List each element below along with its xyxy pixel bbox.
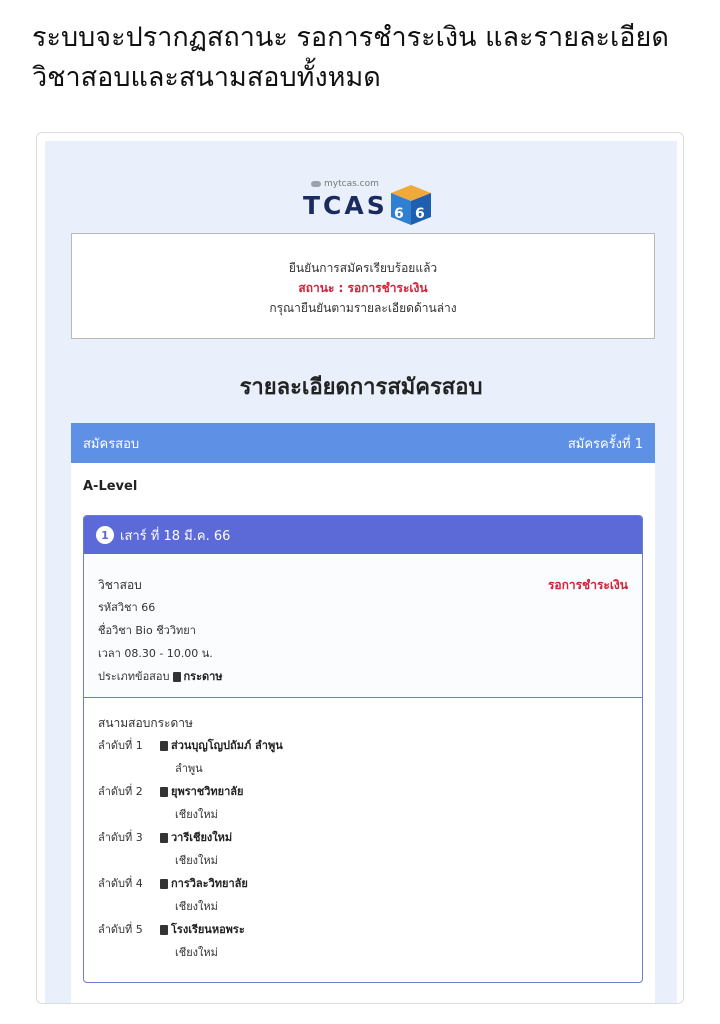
caption-text: ระบบจะปรากฏสถานะ รอการชำระเงิน และรายละเอียดวิชาสอบและสนามสอบทั้งหมด (32, 22, 669, 93)
subject-section (84, 554, 642, 698)
exam-date: เสาร์ ที่ 18 มี.ค. 66 (120, 528, 231, 544)
venue-school: ยุพราชวิทยาลัย (171, 785, 244, 798)
venue-rank: ลำดับที่ 3 (98, 831, 143, 844)
tcas-logo (303, 179, 435, 229)
application-panel (71, 423, 655, 1004)
exam-type-label: ประเภทข้อสอบ (98, 670, 170, 683)
venue-rank: ลำดับที่ 1 (98, 739, 143, 752)
exam-card (83, 515, 643, 983)
subject-heading: วิชาสอบ (98, 578, 142, 592)
venue-province: เชียงใหม่ (175, 854, 218, 867)
bookmark-icon (173, 672, 181, 682)
bookmark-icon (160, 787, 168, 797)
venue-item (98, 872, 642, 895)
page-title: รายละเอียดการสมัครสอบ (239, 375, 483, 400)
bookmark-icon (160, 833, 168, 843)
attempt-count: สมัครครั้งที่ 1 (567, 436, 643, 452)
venue-province: เชียงใหม่ (175, 900, 218, 913)
application-page (45, 141, 677, 1004)
bookmark-icon (160, 925, 168, 935)
cube-66-icon (389, 185, 433, 225)
venue-school: ส่วนบุญโญปถัมภ์ ลำพูน (171, 739, 283, 752)
logo-badge-second: 6 (415, 206, 425, 222)
confirmation-text: ยืนยันการสมัครเรียบร้อยแล้ว (288, 261, 438, 275)
venue-school: วารีเชียงใหม่ (171, 831, 233, 844)
bookmark-icon (160, 741, 168, 751)
logo-badge-first: 6 (394, 206, 404, 222)
exam-time: เวลา 08.30 - 10.00 น. (98, 647, 213, 660)
logo-wordmark: TCAS (303, 191, 388, 220)
exam-type-value: กระดาษ (183, 670, 223, 683)
venue-rank: ลำดับที่ 2 (98, 785, 143, 798)
panel-header (71, 423, 655, 463)
venue-item (98, 734, 642, 757)
panel-header-label: สมัครสอบ (83, 436, 140, 452)
venue-rank: ลำดับที่ 4 (98, 877, 143, 890)
venue-item (98, 918, 642, 941)
venue-school: โรงเรียนหอพระ (171, 923, 245, 936)
bookmark-icon (160, 879, 168, 889)
cloud-icon (311, 181, 321, 187)
venue-heading: สนามสอบกระดาษ (98, 716, 193, 730)
exam-card-header[interactable] (84, 516, 642, 554)
venue-province: ลำพูน (175, 762, 203, 775)
exam-number-badge: 1 (96, 526, 114, 544)
screenshot-frame (36, 132, 684, 1004)
instruction-text: กรุณายืนยันตามรายละเอียดด้านล่าง (269, 301, 457, 315)
venue-rank: ลำดับที่ 5 (98, 923, 143, 936)
venue-item (98, 780, 642, 803)
exam-type (98, 665, 642, 688)
venue-province: เชียงใหม่ (175, 808, 218, 821)
venue-school: การวิละวิทยาลัย (171, 877, 248, 890)
subject-name: ชื่อวิชา Bio ชีววิทยา (98, 624, 196, 637)
venue-province: เชียงใหม่ (175, 946, 218, 959)
venue-item (98, 826, 642, 849)
exam-level: A-Level (83, 479, 138, 494)
venue-section (84, 698, 642, 964)
status-text: สถานะ : รอการชำระเงิน (298, 281, 428, 295)
logo-site-text: mytcas.com (324, 179, 379, 189)
confirmation-box (71, 233, 655, 339)
payment-status-badge: รอการชำระเงิน (547, 578, 628, 592)
subject-code: รหัสวิชา 66 (98, 601, 156, 614)
